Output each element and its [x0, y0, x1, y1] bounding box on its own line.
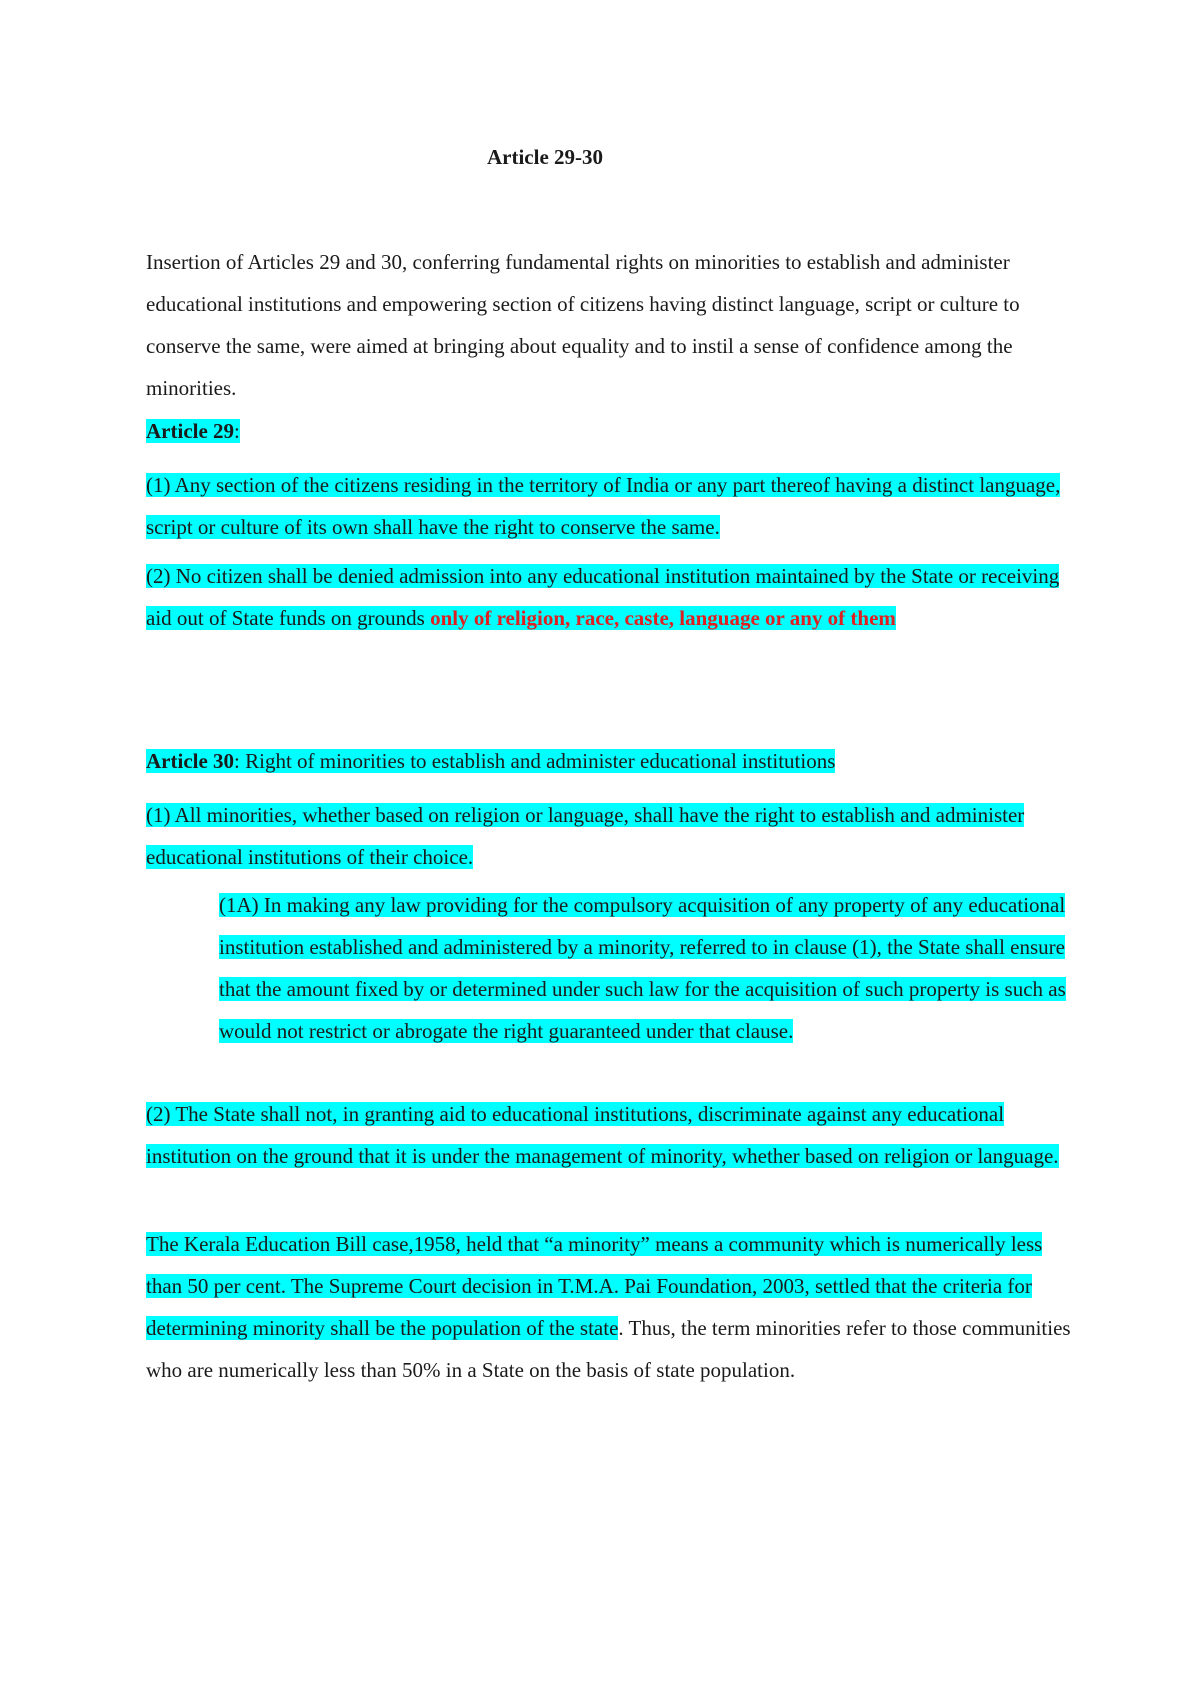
kerala-case-highlight: The Kerala Education Bill case,1958, held that “a minority” means a community which is numerically less than 50 per cent. The Supreme Court decision in T.M.A. Pai Foundation, 2003, settled that the criteria for determining minority shall be the population of the state [146, 1232, 1043, 1340]
article-30-clause-2 [146, 1093, 1076, 1177]
article-30-heading-highlight [146, 749, 835, 773]
article-30-clause-1a-text: (1A) In making any law providing for the compulsory acquisition of any property of any educational institution established and administered by a minority, referred to in clause (1), the State shall ensure that the amount fixed by or determined under such law for the acquisition of such property is such as would not restrict or abrogate the right guaranteed under that clause. [219, 893, 1066, 1043]
article-29-clause-1 [146, 464, 1076, 548]
article-29-clause-2-text: (2) No citizen shall be denied admission into any educational institution maintained by the State or receiving aid out of State funds on grounds [146, 564, 1060, 630]
article-30-clause-1a [219, 884, 1069, 1052]
article-29-heading-highlight [146, 419, 240, 443]
article-29-colon: : [234, 419, 240, 443]
intro-text: Insertion of Articles 29 and 30, conferring fundamental rights on minorities to establish and administer educational institutions and empowering section of citizens having distinct language, script or culture to conserve the same, were aimed at bringing about equality and to instil a sense of confidence among the minorities. [146, 250, 1020, 400]
article-30-label: Article 30 [146, 749, 235, 773]
article-30-clause-1-text: (1) All minorities, whether based on religion or language, shall have the right to establish and administer educational institutions of their choice. [146, 803, 1025, 869]
article-30-clause-2-text: (2) The State shall not, in granting aid to educational institutions, discriminate against any educational institution on the ground that it is under the management of minority, whether based on religion or language. [146, 1102, 1059, 1168]
article-29-clause-1-text: (1) Any section of the citizens residing in the territory of India or any part thereof having a distinct language, script or culture of its own shall have the right to conserve the same. [146, 473, 1061, 539]
article-29-heading [146, 410, 1076, 452]
article-29-label: Article 29 [146, 419, 235, 443]
kerala-case-paragraph [146, 1223, 1076, 1391]
article-29-clause-2-emphasis: only of religion, race, caste, language or any of them [430, 606, 896, 630]
article-29-clause-2-highlight [146, 564, 1059, 630]
article-30-heading [146, 740, 1076, 782]
page-title: Article 29-30 [486, 145, 604, 169]
article-29-clause-2 [146, 555, 1076, 639]
article-30-heading-text: : Right of minorities to establish and administer educational institutions [234, 749, 836, 773]
article-30-clause-1 [146, 794, 1076, 878]
intro-paragraph [146, 241, 1076, 409]
kerala-case-rest: . Thus, the term minorities refer to those communities who are numerically less than 50% in a State on the basis of state population. [146, 1316, 1071, 1382]
